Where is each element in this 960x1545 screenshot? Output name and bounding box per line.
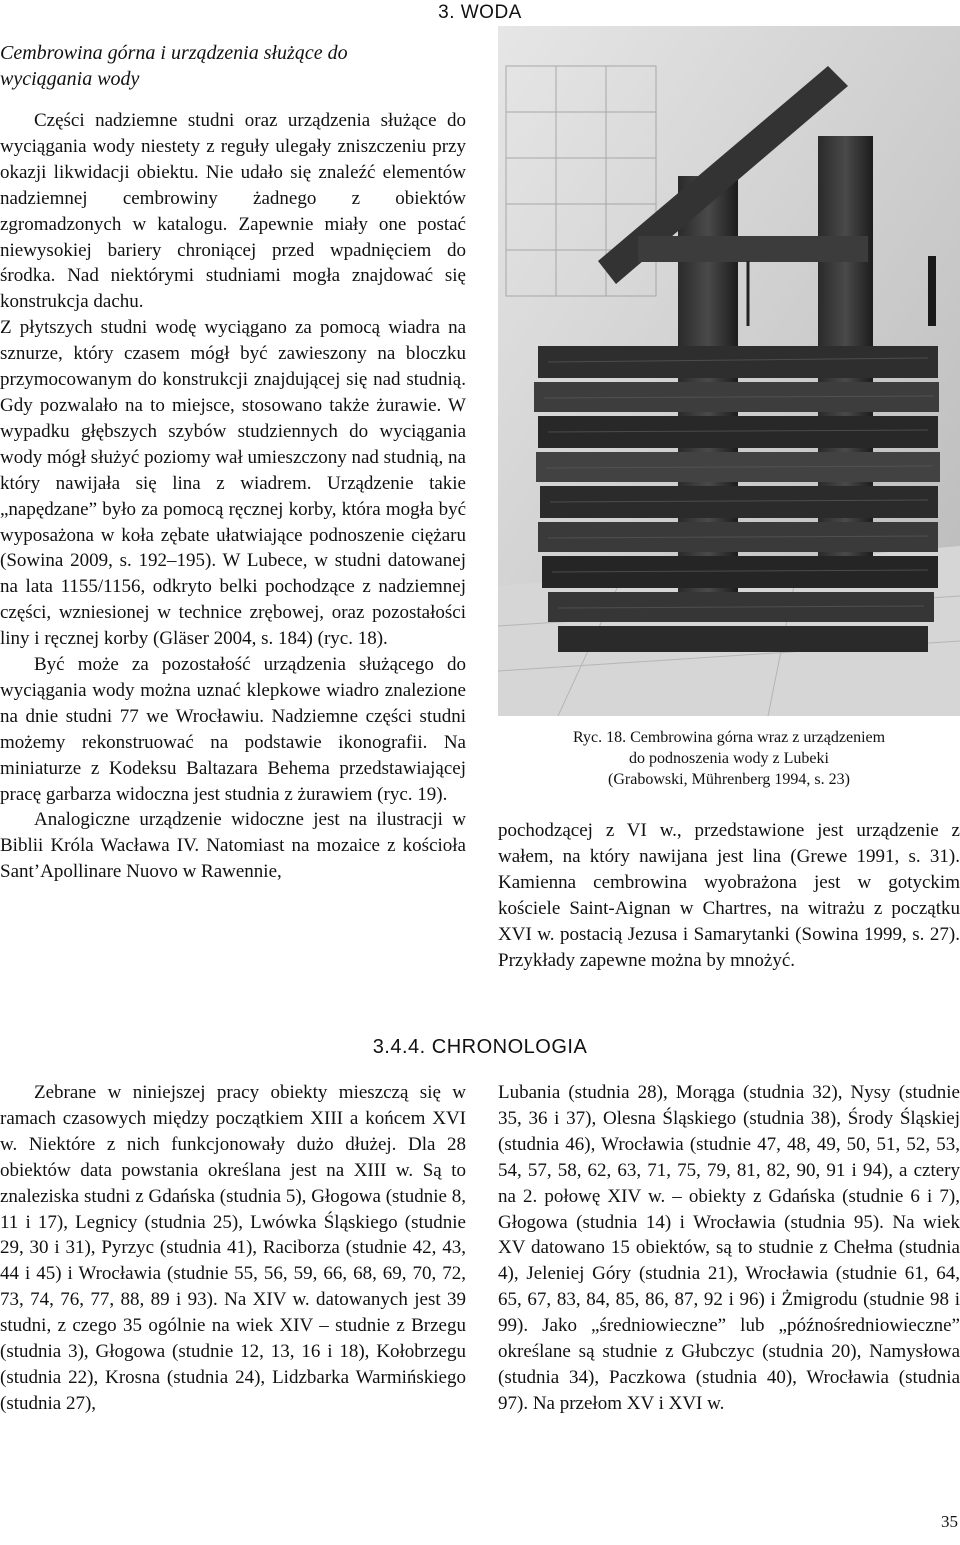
subsection-title-line-1: Cembrowina górna i urządzenia służące do [0, 42, 348, 64]
chronology-left-column [0, 1080, 466, 1417]
figure-caption [498, 727, 960, 790]
chronology-right-column [498, 1080, 960, 1417]
left-text-column [0, 108, 466, 885]
subsection-title-line-2: wyciągania wody [0, 68, 140, 90]
caption-line-1: Ryc. 18. Cembrowina górna wraz z urządzeniem [572, 729, 886, 746]
right-text-column [498, 818, 960, 973]
paragraph-1: Części nadziemne studni oraz urządzenia służące do wyciągania wody niestety z reguły ulegały zniszczeniu przy okazji likwidacji obiektu. Nie udało się znaleźć elementów nadziemnej cembrowiny żadnego z obiektów zgromadzonych w katalogu. Zapewnie miały one postać niewysokiej bariery chroniącej przed wpadnięciem do środka. Nad niektórymi studniami mogła znajdować się konstrukcja dachu. [0, 110, 466, 313]
well-photograph-illustration [498, 26, 960, 716]
well-photograph [498, 26, 960, 716]
right-paragraph-1: pochodzącej z VI w., przedstawione jest urządzenie z wałem, na który nawijana jest lina (Grewe 1991, s. 31). Kamienna cembrowina wyobrażona jest w gotyckim kościele Saint-Aignan w Chartres, na witrażu z początku XVI w. postacią Jezusa i Samarytanki (Sowina 1999, s. 27). Przykłady zapewne można by mnożyć. [498, 820, 960, 971]
paragraph-4: Analogiczne urządzenie widoczne jest na ilustracji w Biblii Króla Wacława IV. Natomiast na mozaice z kościoła Sant’Apollinare Nuovo w Rawennie, [0, 809, 466, 883]
paragraph-2: Z płytszych studni wodę wyciągano za pomocą wiadra na sznurze, który czasem mógł być zawieszony na bloczku przymocowanym do konstrukcji znajdującej się nad studnią. Gdy pozwalało na to miejsce, stosowano także żurawie. W wypadku głębszych szybów studziennych do wyciągania wody mógł służyć poziomy wał umieszczony nad studnią, na który nawijała się lina z wiadrem. Urządzenie takie „napędzane” było za pomocą ręcznej korby, która mogła być wyposażona w koła zębate ułatwiające podnoszenie ciężaru (Sowina 2009, s. 192–195). W Lubece, w studni datowanej na lata 1155/1156, odkryto belki pochodzące z nadziemnej części, wzniesionej w technice zrębowej, oraz pozostałości liny i ręcznej korby (Gläser 2004, s. 184) (ryc. 18). [0, 317, 466, 650]
caption-line-2: do podnoszenia wody z Lubeki [629, 750, 829, 767]
section-heading: 3.4.4. CHRONOLOGIA [372, 1036, 588, 1058]
subsection-title [0, 40, 470, 92]
paragraph-3: Być może za pozostałość urządzenia służącego do wyciągania wody można uznać klepkowe wiadro znalezione na dnie studni 77 we Wrocławiu. Nadziemne części studni możemy rekonstruować na podstawie ikonografii. Na miniaturze z Kodeksu Baltazara Behema przedstawiającej pracę garbarza widoczna jest studnia z żurawiem (ryc. 19). [0, 654, 466, 805]
page-number: 35 [941, 1512, 958, 1531]
chronology-paragraph-2: Lubania (studnia 28), Morąga (studnia 32), Nysy (studnie 35, 36 i 37), Olesna Śląskiego (studnia 38), Środy Śląskiej (studnia 46), Wrocławia (studnie 47, 48, 49, 50, 51, 52, 53, 54, 57, 58, 62, 63, 71, 75, 79, 81, 82, 90, 91 i 94), a cztery na 2. połowę XIV w. – obiekty z Gdańska (studnie 6 i 7), Głogowa (studnia 14) i Wrocławia (studnia 95). Na wiek XV datowano 15 obiektów, są to studnie z Chełma (studnia 4), Jeleniej Góry (studnia 21), Wrocławia (studnie 61, 64, 65, 67, 83, 84, 85, 86, 87, 92 i 96) i Żmigrodu (studnie 98 i 99). Jako „średniowieczne” lub „późnośredniowieczne” określane są studnie z Głubczyc (studnia 20), Namysłowa (studnia 34), Paczkowa (studnia 40), Wrocławia (studnia 97). Na przełom XV i XVI w. [498, 1082, 960, 1414]
caption-line-3: (Grabowski, Mührenberg 1994, s. 23) [608, 771, 850, 788]
running-header: 3. WODA [438, 2, 522, 23]
chronology-paragraph-1: Zebrane w niniejszej pracy obiekty mieszczą się w ramach czasowych między początkiem XIII a końcem XVI w. Niektóre z nich funkcjonowały dużo dłużej. Dla 28 obiektów data powstania określana jest na XIII w. Są to znaleziska studni z Gdańska (studnia 5), Głogowa (studnie 8, 11 i 17), Legnicy (studnia 25), Lwówka Śląskiego (studnie 29, 30 i 31), Pyrzyc (studnia 41), Raciborza (studnie 42, 43, 44 i 45) i Wrocławia (studnie 55, 56, 59, 66, 68, 69, 70, 72, 73, 74, 76, 77, 88, 89 i 93). Na XIV w. datowanych jest 39 studni, z czego 35 ogólnie na wiek XIV – studnie z Brzegu (studnia 3), Głogowa (studnie 12, 13, 16 i 18), Kołobrzegu (studnia 22), Krosna (studnia 24), Lidzbarka Warmińskiego (studnia 27), [0, 1082, 466, 1414]
